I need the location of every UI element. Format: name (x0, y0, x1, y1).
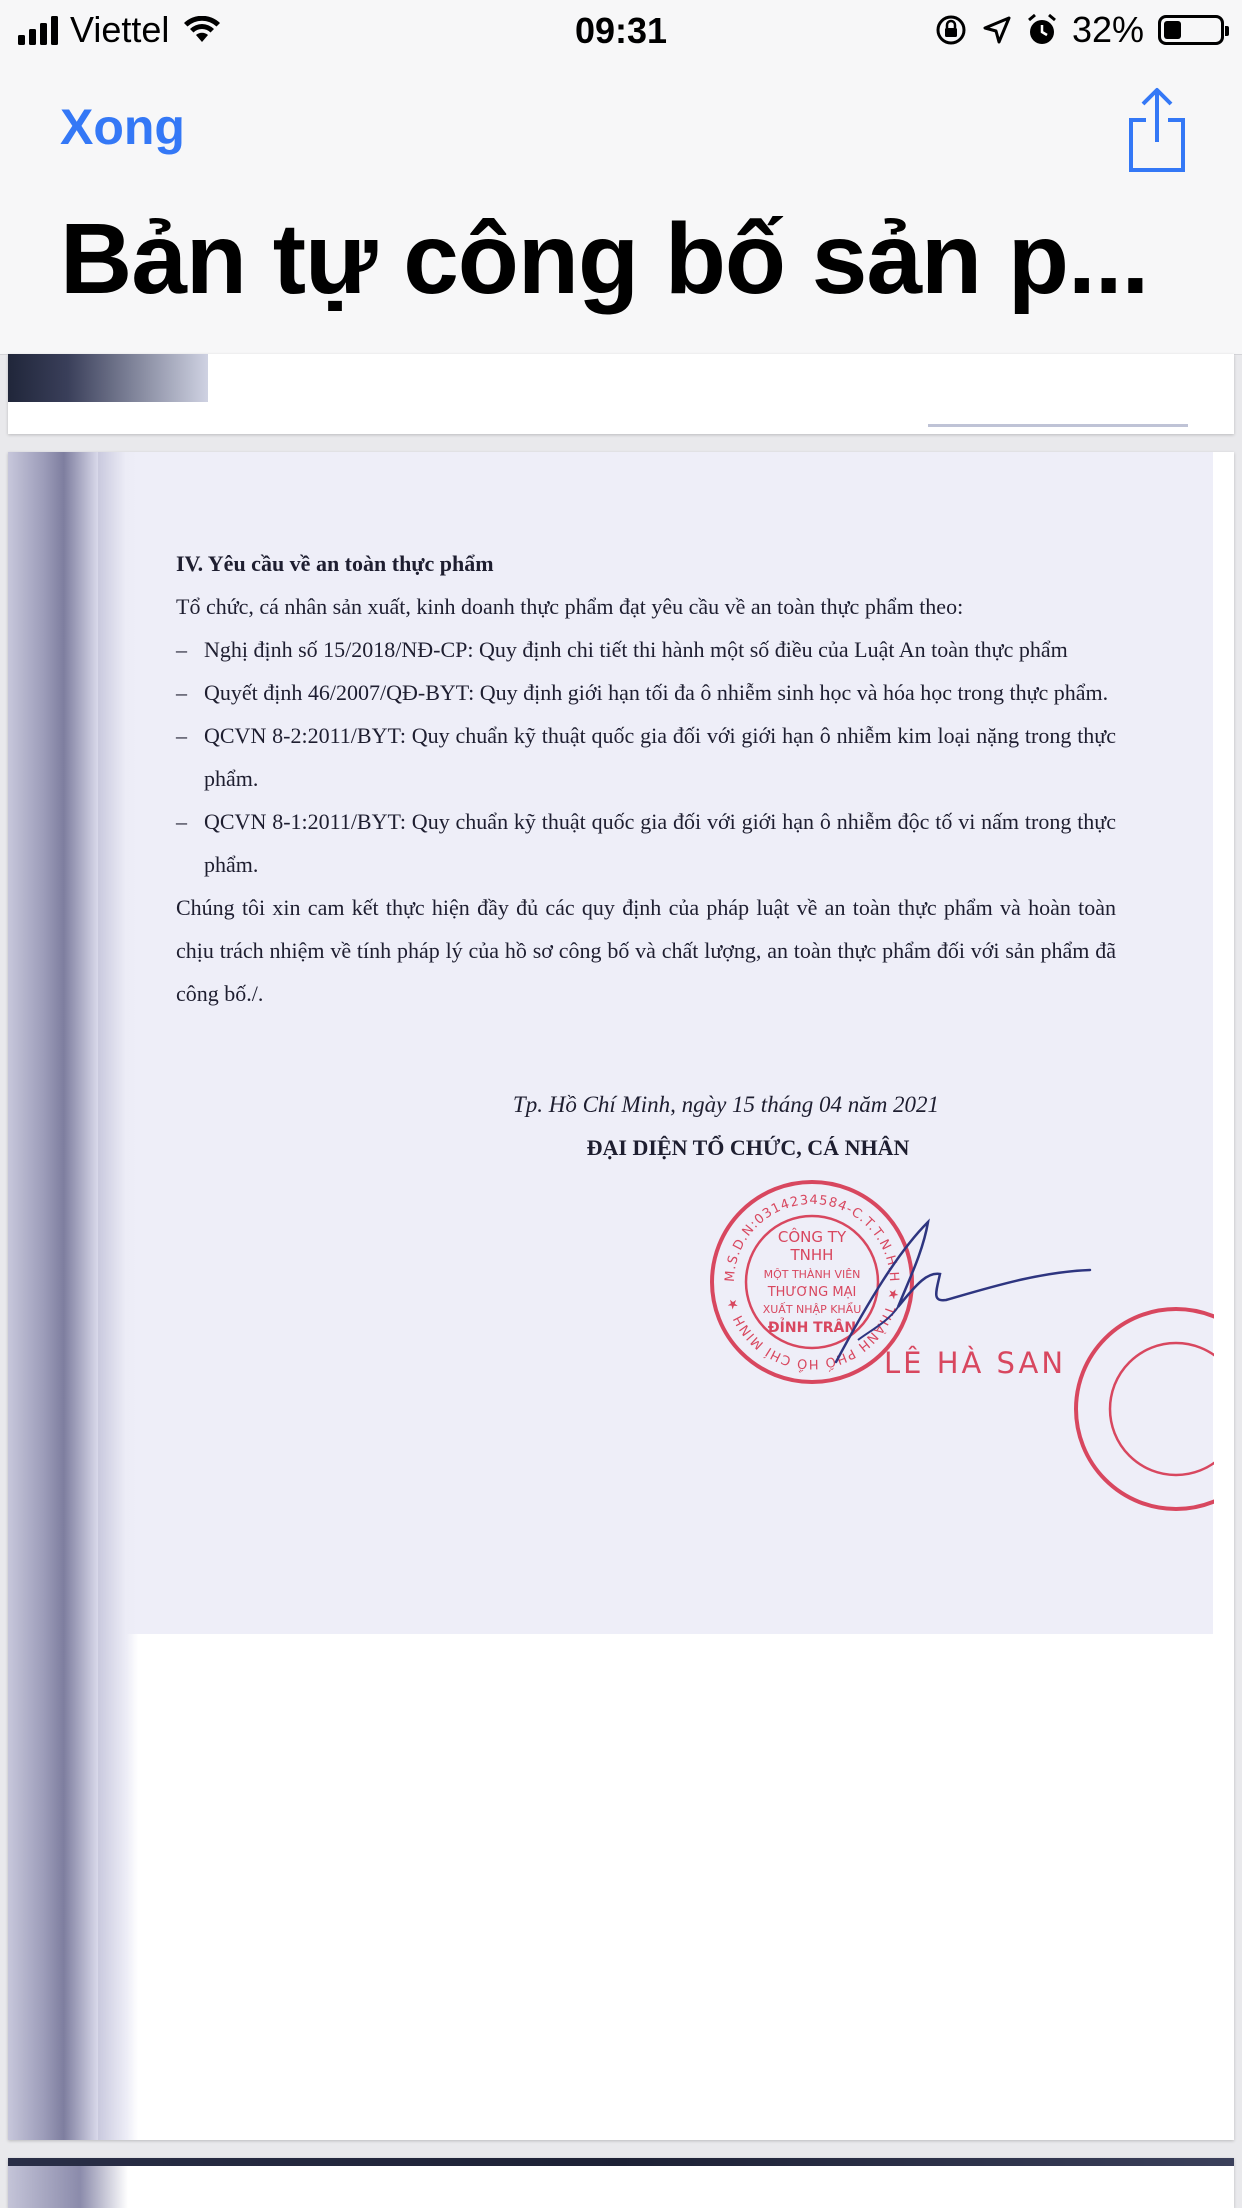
document-page[interactable] (8, 452, 1234, 2140)
intro-paragraph: Tổ chức, cá nhân sản xuất, kinh doanh thực phẩm đạt yêu cầu về an toàn thực phẩm theo: (176, 594, 964, 619)
status-bar (0, 0, 1242, 62)
place-date: Tp. Hồ Chí Minh, ngày 15 tháng 04 năm 2021 (512, 1092, 940, 1117)
stamp-line: TNHH (790, 1246, 834, 1264)
stamp-line: THƯƠNG MẠI (767, 1285, 857, 1300)
commitment-paragraph: Chúng tôi xin cam kết thực hiện đầy đủ các quy định của pháp luật về an toàn thực phẩm và hoàn toàn chịu trách nhiệm về tính pháp lý của hồ sơ công bố và chất lượng, an toàn thực phẩm đối với sản phẩm đã công bố./. (176, 895, 1116, 1006)
stamp-ring-text: M.S.D.N:0314234584-C.T.T.N.H.H ★ THÀNH PHỐ HỒ CHÍ MINH ★ (722, 1192, 902, 1372)
regulation-text: QCVN 8-2:2011/BYT: Quy chuẩn kỹ thuật quốc gia đối với giới hạn ô nhiễm kim loại nặng trong thực phẩm. (204, 723, 1116, 791)
battery-level (1164, 21, 1181, 39)
carrier-name: Viettel (70, 9, 170, 50)
clock: 09:31 (574, 10, 668, 51)
binding-shadow (8, 452, 98, 2140)
orientation-lock-icon (934, 13, 968, 47)
document-body (176, 542, 1116, 1015)
representative-heading: ĐẠI DIỆN TỔ CHỨC, CÁ NHÂN (586, 1135, 910, 1160)
status-right (934, 10, 1224, 50)
section-title: IV. Yêu cầu về an toàn thực phẩm (176, 551, 494, 576)
regulation-item: – Quyết định 46/2007/QĐ-BYT: Quy định giới hạn tối đa ô nhiễm sinh học và hóa học trong thực phẩm. (176, 680, 1109, 705)
stamp-line: CÔNG TY (777, 1228, 847, 1246)
stamp-line: ĐỈNH TRÂN (767, 1320, 857, 1336)
page-binding-shadow (8, 354, 208, 402)
stamp-line: MỘT THÀNH VIÊN (763, 1268, 861, 1281)
regulation-item: – Nghị định số 15/2018/NĐ-CP: Quy định chi tiết thi hành một số điều của Luật An toàn thực phẩm (176, 637, 1068, 662)
navigation-bar (0, 62, 1242, 355)
page-binding-shadow (8, 2166, 128, 2208)
regulation-text: QCVN 8-1:2011/BYT: Quy chuẩn kỹ thuật quốc gia đối với giới hạn ô nhiễm độc tố vi nấm trong thực phẩm. (204, 809, 1116, 877)
done-button[interactable]: Xong (60, 99, 185, 155)
regulation-item: – QCVN 8-1:2011/BYT: Quy chuẩn kỹ thuật quốc gia đối với giới hạn ô nhiễm độc tố vi nấm trong thực phẩm. (176, 809, 1116, 877)
share-icon[interactable] (1122, 84, 1192, 174)
page-edge-line (928, 424, 1188, 427)
stamp-line: XUẤT NHẬP KHẨU (762, 1303, 862, 1316)
regulation-text: Nghị định số 15/2018/NĐ-CP: Quy định chi tiết thi hành một số điều của Luật An toàn thực phẩm (204, 637, 1068, 662)
binding-shadow-fade (98, 452, 138, 2140)
regulation-text: Quyết định 46/2007/QĐ-BYT: Quy định giới hạn tối đa ô nhiễm sinh học và hóa học trong thực phẩm. (204, 680, 1109, 705)
battery-icon (1158, 15, 1224, 45)
page-blank-area (8, 1634, 1234, 2140)
next-page (8, 2158, 1234, 2208)
alarm-icon (1026, 13, 1058, 47)
regulation-item: – QCVN 8-2:2011/BYT: Quy chuẩn kỹ thuật quốc gia đối với giới hạn ô nhiễm kim loại nặng trong thực phẩm. (176, 723, 1116, 791)
previous-page (8, 354, 1234, 434)
signer-name: LÊ HÀ SAN (884, 1346, 1067, 1380)
page-top-edge (8, 2158, 1234, 2166)
document-title: Bản tự công bố sản p... (60, 203, 1149, 315)
location-arrow-icon (982, 15, 1012, 45)
battery-percentage: 32% (1071, 9, 1144, 50)
